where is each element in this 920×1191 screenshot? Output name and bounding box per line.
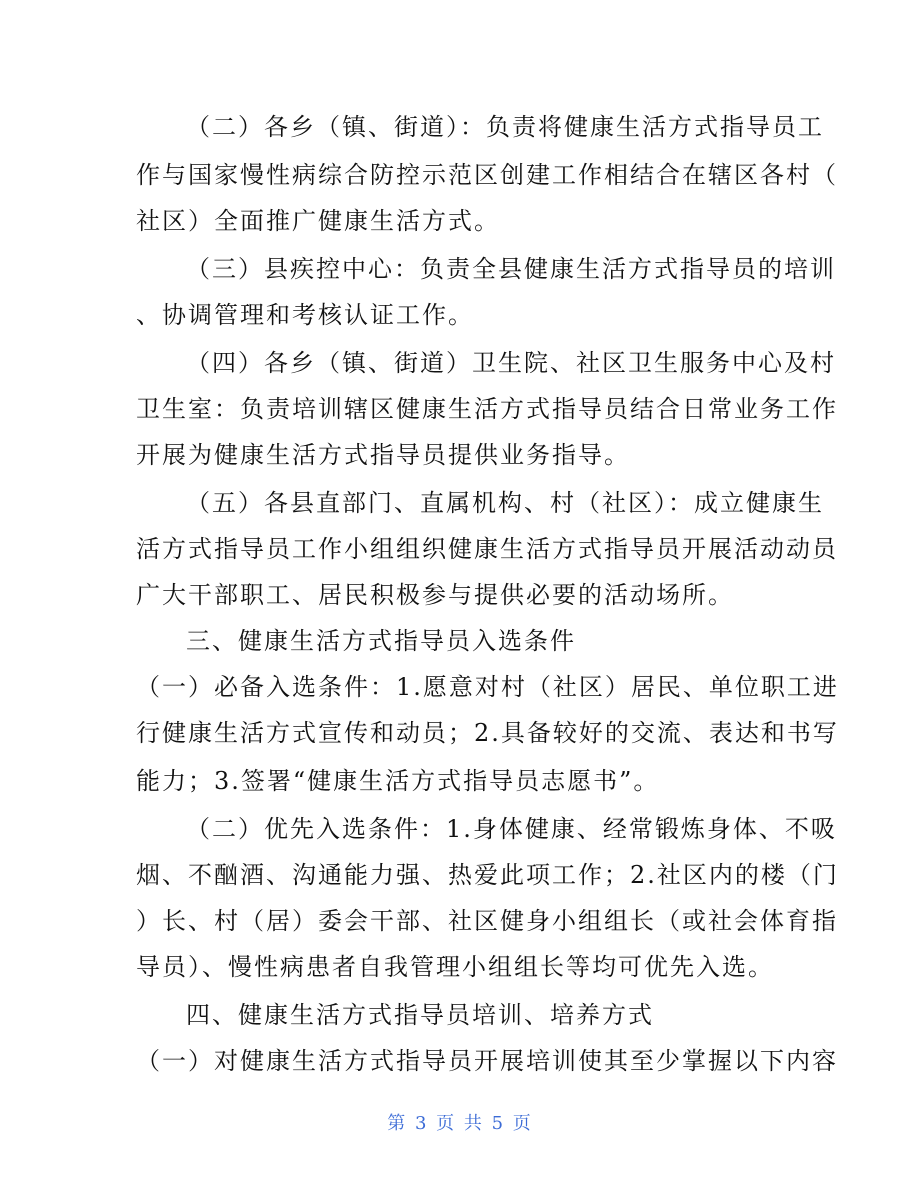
paragraph-line: 能力；3.签署“健康生活方式指导员志愿书”。	[136, 767, 660, 795]
section-heading: 四、健康生活方式指导员培训、培养方式	[186, 1001, 654, 1029]
paragraph-line: 烟、不酗酒、沟通能力强、热爱此项工作；2.社区内的楼（门	[136, 861, 839, 889]
paragraph-line: 活方式指导员工作小组组织健康生活方式指导员开展活动动员	[136, 535, 838, 563]
paragraph-line: （一）对健康生活方式指导员开展培训使其至少掌握以下内容	[136, 1047, 838, 1075]
paragraph-line: （一）必备入选条件：1.愿意对村（社区）居民、单位职工进	[136, 673, 839, 701]
paragraph-line: 广大干部职工、居民积极参与提供必要的活动场所。	[136, 581, 734, 609]
paragraph-line: 导员）、慢性病患者自我管理小组组长等均可优先入选。	[136, 953, 774, 981]
paragraph-line: 卫生室：负责培训辖区健康生活方式指导员结合日常业务工作	[136, 395, 838, 423]
paragraph-line: 开展为健康生活方式指导员提供业务指导。	[136, 441, 630, 469]
page-number: 第 3 页 共 5 页	[387, 1113, 533, 1134]
paragraph-line: （二）各乡（镇、街道）：负责将健康生活方式指导员工	[186, 113, 824, 141]
paragraph-line: （五）各县直部门、直属机构、村（社区）：成立健康生	[186, 489, 824, 517]
paragraph-line: 社区）全面推广健康生活方式。	[136, 207, 500, 235]
section-heading: 三、健康生活方式指导员入选条件	[186, 627, 576, 655]
paragraph-line: 作与国家慢性病综合防控示范区创建工作相结合在辖区各村（	[136, 161, 838, 189]
paragraph-line: （二）优先入选条件：1.身体健康、经常锻炼身体、不吸	[186, 815, 837, 843]
paragraph-line: ）长、村（居）委会干部、社区健身小组组长（或社会体育指	[136, 907, 838, 935]
paragraph-line: 、协调管理和考核认证工作。	[136, 301, 474, 329]
paragraph-line: （三）县疾控中心：负责全县健康生活方式指导员的培训	[186, 255, 836, 283]
paragraph-line: （四）各乡（镇、街道）卫生院、社区卫生服务中心及村	[186, 349, 836, 377]
paragraph-line: 行健康生活方式宣传和动员；2.具备较好的交流、表达和书写	[136, 719, 839, 747]
